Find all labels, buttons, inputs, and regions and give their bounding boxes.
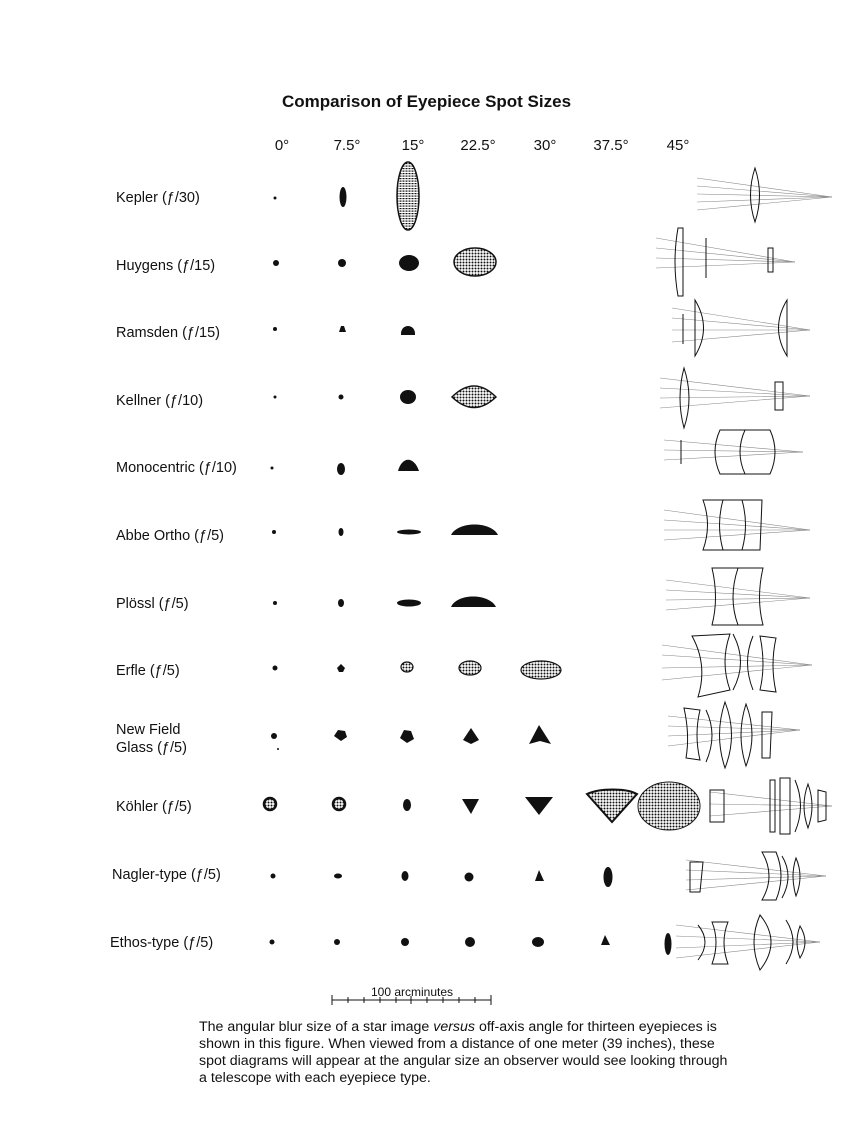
angle-header-0: 0° [274,137,290,154]
spot-abbe-ortho-0 [272,530,276,534]
label-new-field-glass-line2: Glass (ƒ/5) [116,740,187,756]
spot-huygens-15 [399,255,419,271]
spot-erfle-22-5 [459,661,481,675]
spot-nagler-0 [271,874,276,879]
spot-plossl-22-5 [451,597,496,608]
spot-kohler-22-5 [462,799,479,814]
spot-ramsden-0 [273,327,277,331]
spot-kellner-7-5 [339,395,344,400]
label-ramsden: Ramsden (ƒ/15) [116,325,220,341]
lens-ethos [676,915,820,970]
lens-abbe-ortho [664,500,810,550]
spots-huygens [273,248,496,276]
spots-kohler [264,782,700,830]
spot-kellner-22-5 [452,386,496,408]
lens-plossl [666,568,810,625]
spots-abbe-ortho [272,525,498,537]
spot-nagler-22-5 [465,873,474,882]
caption-part2: off-axis angle for thirteen eyepieces is shown in this figure. When viewed from a distance of one meter (39 inches), these spot diagrams will appear at the angular size an observer would see looking through a telescope with each eyepiece type. [199,1019,728,1086]
spot-kepler-15 [397,162,419,230]
spot-ramsden-15 [401,326,415,335]
spot-erfle-15 [401,662,413,672]
spot-erfle-30 [521,661,561,679]
spot-monocentric-7-5 [337,463,345,475]
spot-plossl-7-5 [338,599,344,607]
spots-kellner [274,386,497,408]
caption-italic: versus [433,1019,476,1035]
spot-kellner-15 [400,390,416,404]
spot-nagler-30 [535,870,544,881]
spot-ethos-22-5 [465,937,475,947]
spot-ethos-15 [401,938,409,946]
spot-kellner-0 [274,396,277,399]
spot-nfg-7-5 [334,730,347,741]
spot-kohler-45 [638,782,700,830]
spot-erfle-0 [273,666,278,671]
angle-header-2: 15° [401,137,425,154]
lens-kellner [660,368,810,428]
label-kepler: Kepler (ƒ/30) [116,190,200,206]
spot-kepler-7-5 [340,187,347,207]
spot-abbe-ortho-22-5 [451,525,498,536]
spot-ethos-45 [665,933,672,955]
spot-kohler-0 [264,798,276,810]
lens-diagrams [656,168,832,970]
lens-erfle [662,634,812,697]
lens-monocentric [664,430,803,474]
spot-plossl-15 [397,600,421,607]
spot-kepler-0 [274,197,277,200]
caption-part1: The angular blur size of a star image [199,1019,434,1035]
angle-header-1: 7.5° [333,137,361,154]
spots-kepler [274,162,420,230]
spot-ethos-0 [270,940,275,945]
angle-header-4: 30° [533,137,557,154]
spot-kohler-15 [403,799,411,811]
spot-nagler-37-5 [604,867,613,887]
spots-erfle [273,661,562,679]
label-plossl: Plössl (ƒ/5) [116,596,189,612]
spots-nagler [271,867,613,887]
spot-erfle-7-5 [337,664,345,672]
spots-plossl [273,597,496,608]
spot-plossl-0 [273,601,277,605]
spot-abbe-ortho-7-5 [339,528,344,536]
spots-ramsden [273,326,415,335]
spot-huygens-7-5 [338,259,346,267]
label-erfle: Erfle (ƒ/5) [116,663,180,679]
spots-monocentric [271,460,420,475]
spot-ramsden-7-5 [339,326,346,332]
spots-new-field-glass [271,725,551,750]
label-nagler: Nagler-type (ƒ/5) [112,867,221,883]
spot-nfg-0 [271,733,277,739]
label-ethos: Ethos-type (ƒ/5) [110,935,214,951]
lens-ramsden [672,300,810,356]
angle-header-3: 22.5° [460,137,496,154]
lens-kohler [710,778,832,834]
spot-kohler-37-5 [587,790,637,823]
label-kohler: Köhler (ƒ/5) [116,799,192,815]
spot-monocentric-0 [271,467,274,470]
spot-kohler-7-5 [333,798,345,810]
spot-monocentric-15 [398,460,419,471]
spot-huygens-0 [273,260,279,266]
spot-nfg-15 [400,730,414,743]
lens-huygens [656,228,795,296]
lens-new-field-glass [668,702,800,768]
spot-abbe-ortho-15 [397,530,421,535]
spot-nfg-30 [529,725,551,744]
label-kellner: Kellner (ƒ/10) [116,393,204,409]
figure-title: Comparison of Eyepiece Spot Sizes [281,92,572,111]
lens-kepler [697,168,832,222]
spot-ethos-37-5 [601,935,610,945]
spot-ethos-30 [532,937,544,947]
label-new-field-glass-line1: New Field [116,722,181,738]
spot-nfg-22-5 [463,728,479,744]
figure-caption [199,1019,739,1087]
spot-nagler-15 [402,871,409,881]
spot-ethos-7-5 [334,939,340,945]
spot-huygens-22-5 [454,248,496,276]
label-monocentric: Monocentric (ƒ/10) [116,460,237,476]
lens-nagler [686,852,826,900]
angle-header-5: 37.5° [593,137,629,154]
label-huygens: Huygens (ƒ/15) [116,258,216,274]
scale-bar-label: 100 arcminutes [370,985,454,999]
angle-header-6: 45° [666,137,690,154]
spot-nagler-7-5 [334,874,342,879]
spots-ethos [270,933,672,955]
spot-kohler-30 [525,797,553,815]
spot-nfg-0-stray [277,748,279,750]
label-abbe-ortho: Abbe Ortho (ƒ/5) [116,528,224,544]
